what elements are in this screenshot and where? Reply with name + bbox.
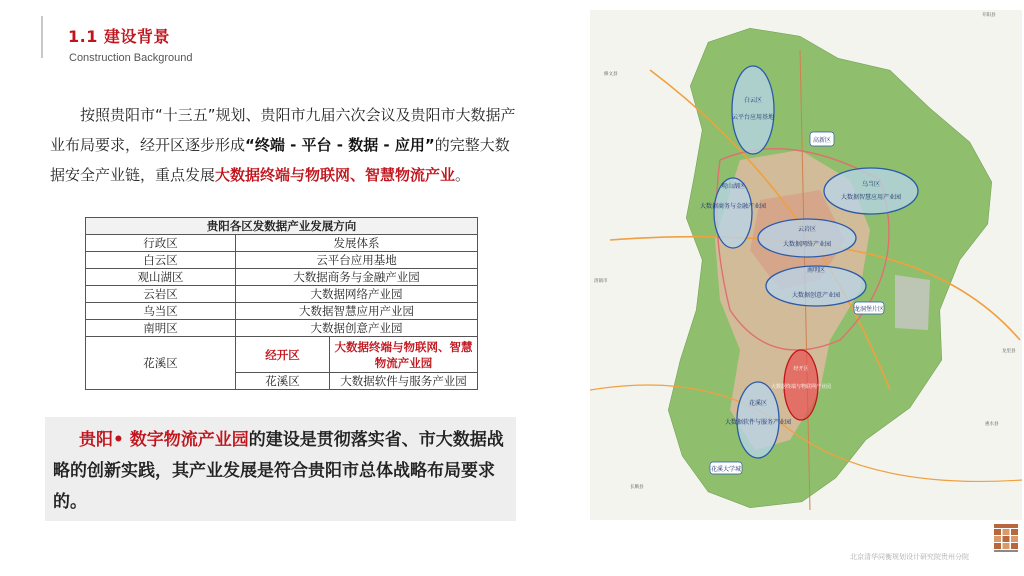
district-industry-table xyxy=(85,217,478,390)
zone-label-name: 南明区 xyxy=(806,267,826,274)
intro-end: 。 xyxy=(455,166,471,184)
title-accent-bar xyxy=(41,16,43,58)
table-cell-system: 大数据智慧应用产业园 xyxy=(236,303,478,320)
zone-ellipse xyxy=(732,66,774,154)
intro-paragraph xyxy=(50,100,520,190)
map-place-name: 修文县 xyxy=(604,72,618,77)
zone-label-desc: 大数据软件与服务产业园 xyxy=(724,419,792,426)
zone-label-name: 经开区 xyxy=(793,366,809,372)
map-place-name: 惠水县 xyxy=(985,422,999,427)
zone-label-desc: 大数据创意产业园 xyxy=(791,292,841,299)
map-industrial-area xyxy=(895,275,930,330)
map-small-label: 高新区 xyxy=(812,137,832,144)
map-place-name: 清镇市 xyxy=(594,279,608,284)
zone-label-name: 花溪区 xyxy=(748,400,768,407)
table-cell-system: 大数据终端与物联网、智慧物流产业园 xyxy=(330,337,478,373)
table-row xyxy=(86,303,478,320)
callout-highlight: 贵阳• 数字物流产业园 xyxy=(79,430,249,450)
institute-logo xyxy=(994,524,1018,554)
zone-label-desc: 大数据智慧应用产业园 xyxy=(840,194,902,201)
table-row xyxy=(86,337,478,373)
table-cell-district-group: 花溪区 xyxy=(86,337,236,390)
map-small-label: 花溪大学城 xyxy=(710,466,742,473)
zone-label-desc: 云平台应用基地 xyxy=(731,114,775,121)
conclusion-callout xyxy=(45,417,516,521)
zone-label-desc: 大数据商务与金融产业园 xyxy=(699,203,767,210)
table-row xyxy=(86,269,478,286)
zone-ellipse xyxy=(758,219,856,257)
zone-label-name: 观山湖区 xyxy=(720,183,746,190)
table-cell-system: 大数据软件与服务产业园 xyxy=(330,373,478,390)
table-cell-subdistrict: 经开区 xyxy=(236,337,330,373)
table-cell-district: 白云区 xyxy=(86,252,236,269)
intro-chain-highlight: “终端 - 平台 - 数据 - 应用” xyxy=(245,136,435,154)
table-row xyxy=(86,286,478,303)
page-title: 1.1 建设背景 xyxy=(68,27,170,46)
table-cell-system: 大数据创意产业园 xyxy=(236,320,478,337)
table-row xyxy=(86,252,478,269)
zone-label-name: 白云区 xyxy=(743,97,763,104)
table-row xyxy=(86,320,478,337)
zone-ellipse xyxy=(824,168,918,214)
table-cell-system: 云平台应用基地 xyxy=(236,252,478,269)
map-place-name: 龙里县 xyxy=(1002,349,1016,354)
footer-credit: 北京清华同衡规划设计研究院贵州分院 xyxy=(850,553,969,561)
map-small-label: 龙洞堡片区 xyxy=(853,306,885,313)
table-cell-district: 南明区 xyxy=(86,320,236,337)
page-subtitle: Construction Background xyxy=(69,52,193,64)
zone-label-desc: 大数据终端与物联网产业园 xyxy=(770,384,832,390)
table-cell-district: 云岩区 xyxy=(86,286,236,303)
table-cell-district: 观山湖区 xyxy=(86,269,236,286)
table-cell-district: 乌当区 xyxy=(86,303,236,320)
zone-label-desc: 大数据网络产业园 xyxy=(782,241,832,248)
table-header-district: 行政区 xyxy=(86,235,236,252)
intro-focus-highlight: 大数据终端与物联网、智慧物流产业 xyxy=(215,166,456,184)
table-cell-system: 大数据网络产业园 xyxy=(236,286,478,303)
table-cell-subdistrict: 花溪区 xyxy=(236,373,330,390)
map-place-name: 开阳县 xyxy=(982,13,996,18)
guiyang-district-map xyxy=(590,10,1022,520)
table-header-system: 发展体系 xyxy=(236,235,478,252)
table-cell-system: 大数据商务与金融产业园 xyxy=(236,269,478,286)
zone-label-name: 云岩区 xyxy=(797,226,817,233)
intro-text-1: 按照贵阳市“十三五”规划、贵阳市九届六次会议及贵阳市大数据产业布局要求，经开区逐步形成 xyxy=(50,106,516,154)
intro-text-2: 的完整大数据安全产业链，重点发展 xyxy=(50,136,510,184)
map-place-name: 长顺县 xyxy=(630,485,644,490)
zone-label-name: 乌当区 xyxy=(861,181,881,188)
callout-text: 的建设是贯彻落实省、市大数据战略的创新实践，其产业发展是符合贵阳市总体战略布局要求的。 xyxy=(53,430,504,512)
table-title: 贵阳各区发数据产业发展方向 xyxy=(86,218,478,235)
map-canvas xyxy=(590,10,1022,520)
